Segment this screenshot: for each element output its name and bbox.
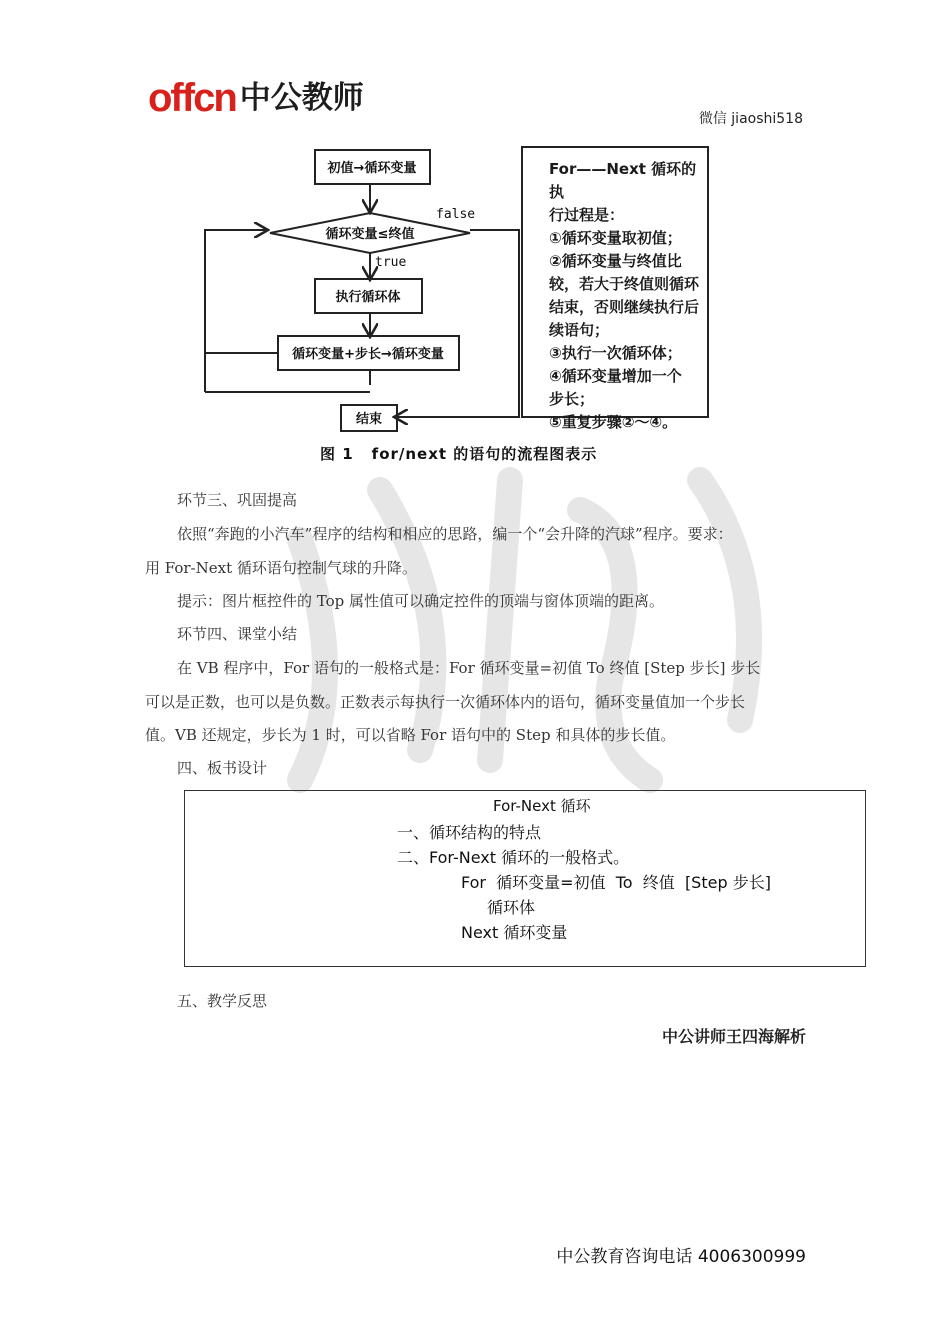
section4-paragraph	[145, 652, 810, 753]
reflection-title-line	[145, 985, 810, 1019]
footer-hotline: 中公教育咨询电话 4006300999	[556, 1247, 806, 1267]
loop-process-box	[521, 146, 709, 431]
board-syntax-for: For 循环变量=初值 To 终值 [Step 步长]	[461, 873, 771, 892]
sidebox-line: 较，若大于终值则循环	[549, 275, 700, 293]
section4-line3: 值。VB 还规定，步长为 1 时，可以省略 For 语句中的 Step 和具体的步长值。	[145, 726, 676, 744]
sidebox-line: ①循环变量取初值；	[549, 229, 682, 247]
figure-caption	[320, 443, 597, 464]
section3-paragraph	[145, 518, 810, 585]
author-signature: 中公讲师王四海解析	[661, 1027, 806, 1046]
hint-line	[145, 585, 810, 619]
logo-chinese-text: 中公教师	[239, 80, 364, 116]
section3-line2: 用 For-Next 循环语句控制气球的升降。	[145, 558, 417, 577]
flow-false-label: false	[436, 207, 476, 222]
flowchart	[200, 135, 530, 435]
sidebox-line: 行过程是：	[549, 206, 625, 224]
sidebox-line: 步长；	[549, 390, 595, 408]
board-syntax-next: Next 循环变量	[461, 923, 568, 942]
flow-increment-label: 循环变量+步长→循环变量	[292, 347, 444, 362]
section4-line1: 在 VB 程序中，For 语句的一般格式是：For 循环变量=初值 To 终值 [Step 步长] 步长	[177, 659, 761, 677]
flow-end-label: 结束	[355, 412, 383, 427]
section3-title: 环节三、巩固提高	[177, 491, 298, 509]
sidebox-line: 结束，否则继续执行后	[549, 298, 700, 316]
board-design-title: 四、板书设计	[177, 759, 268, 777]
board-title-line	[145, 752, 810, 786]
board-item-1: 一、循环结构的特点	[397, 823, 542, 842]
figure-number: 图 1	[320, 445, 354, 463]
reflection-title: 五、教学反思	[177, 992, 268, 1010]
board-item-2: 二、For-Next 循环的一般格式。	[397, 848, 630, 867]
board-syntax-body: 循环体	[487, 898, 536, 917]
flow-init-label: 初值→循环变量	[327, 161, 417, 176]
wechat-id: 微信 jiaoshi518	[698, 111, 803, 127]
sidebox-line: For——Next 循环的执	[549, 160, 697, 201]
sidebox-line: ③执行一次循环体；	[549, 344, 682, 362]
board-design-box	[184, 790, 866, 967]
section3-title-line	[145, 484, 810, 518]
hint-text: 提示：图片框控件的 Top 属性值可以确定控件的顶端与窗体顶端的距离。	[177, 592, 665, 610]
flow-condition-label: 循环变量≤终值	[325, 227, 415, 242]
section3-line1: 依照“奔跑的小汽车”程序的结构和相应的思路，编一个“会升降的汽球”程序。要求：	[177, 525, 733, 543]
figure-title: for/next 的语句的流程图表示	[371, 445, 598, 463]
sidebox-line: ⑤重复步骤②～④。	[549, 413, 678, 431]
section4-line2: 可以是正数，也可以是负数。正数表示每执行一次循环体内的语句，循环变量值加一个步长	[145, 692, 746, 711]
logo-latin-text: offcn	[148, 76, 236, 120]
board-heading: For-Next 循环	[493, 797, 591, 815]
sidebox-line: ②循环变量与终值比	[549, 252, 682, 270]
flow-true-label: true	[375, 255, 407, 270]
flow-body-label: 执行循环体	[335, 290, 401, 305]
offcn-logo	[148, 68, 364, 118]
section4-title: 环节四、课堂小结	[177, 625, 298, 643]
sidebox-line: 续语句；	[549, 321, 610, 339]
sidebox-line: ④循环变量增加一个	[549, 367, 682, 385]
section4-title-line	[145, 618, 810, 652]
